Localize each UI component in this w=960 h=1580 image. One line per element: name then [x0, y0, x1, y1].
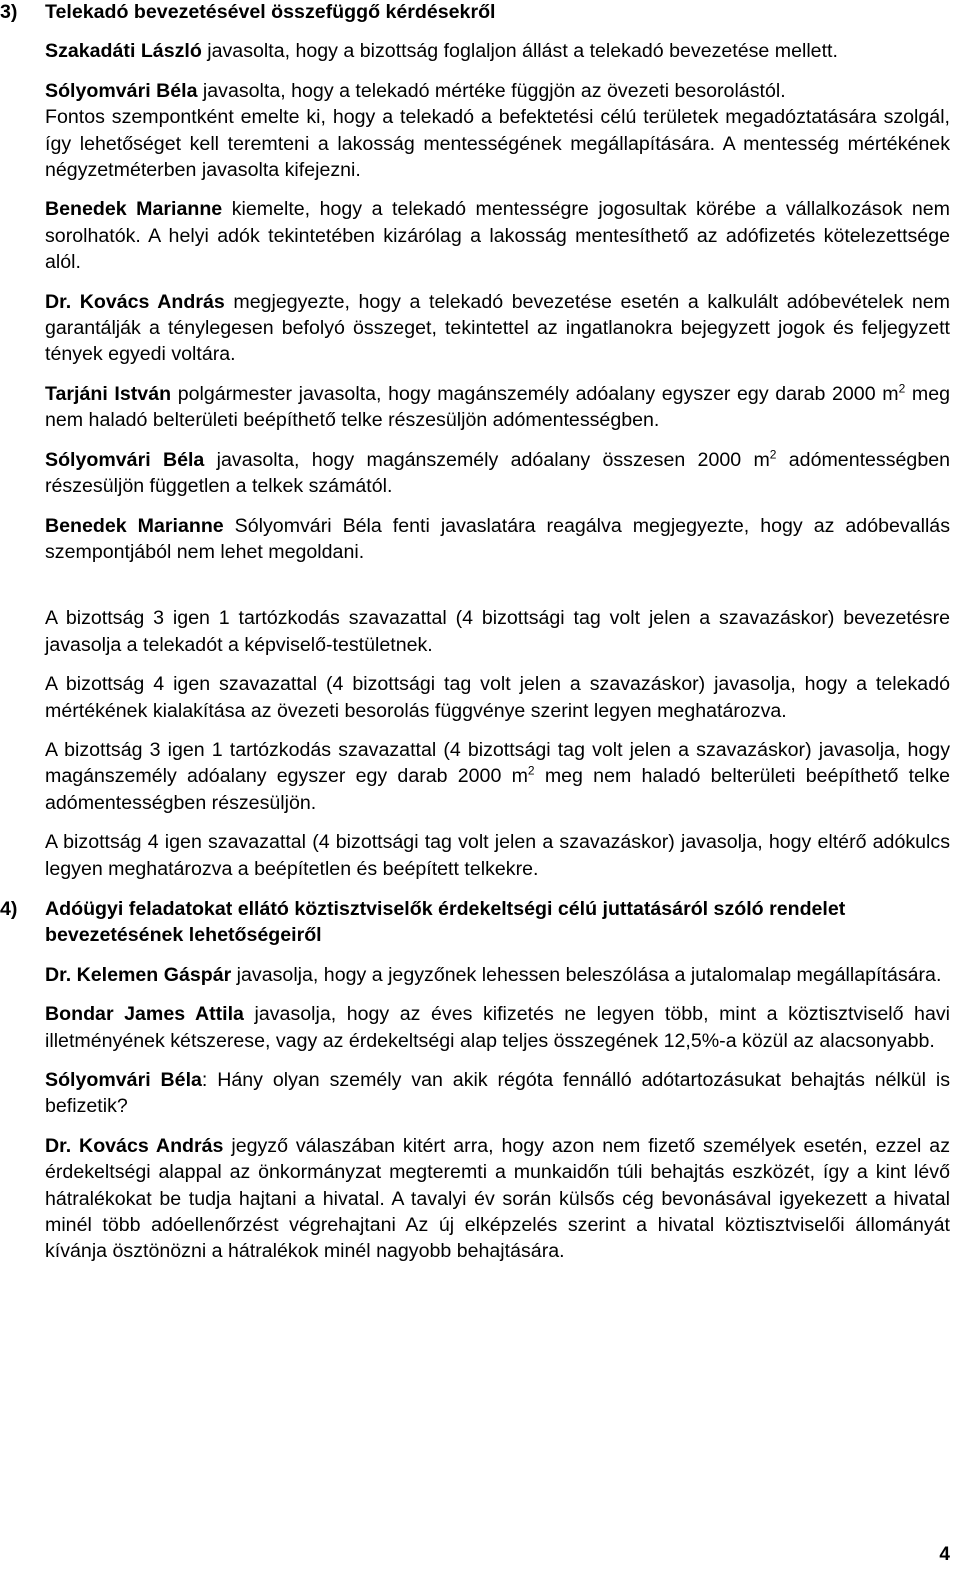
paragraph-text: A bizottság 3 igen 1 tartózkodás szavazattal (4 bizottsági tag volt jelen a szavazáskor) javasolja, hogy magánszemély adóalany egyszer egy darab 2000 m	[45, 738, 950, 788]
paragraph-text: javasolja, hogy a jegyzőnek lehessen beleszólása a jutalomalap megállapítására.	[231, 963, 942, 986]
paragraph-text: Sólyomvári Béla fenti javaslatára reagálva megjegyezte, hogy az adóbevallás szempontjából nem lehet megoldani.	[45, 514, 950, 563]
speaker-name: Dr. Kovács András	[45, 1134, 224, 1157]
speaker-name: Bondar James Attila	[45, 1003, 244, 1026]
section-title: Telekadó bevezetésével összefüggő kérdésekről	[45, 1, 496, 23]
decision-paragraph: A bizottság 4 igen szavazattal (4 bizottsági tag volt jelen a szavazáskor) javasolja, hogy a telekadó mértékének kialakítása az övezeti besorolás függvénye szerint legyen meghatározva.	[45, 673, 950, 722]
superscript: 2	[769, 447, 777, 462]
speaker-name: Benedek Marianne	[45, 198, 223, 221]
paragraph-text: javasolja, hogy az éves kifizetés ne legyen több, mint a köztisztviselő havi illetményének kétszerese, vagy az érdekeltségi alap teljes összegének 12,5%-a közül az alacsonyabb.	[45, 1003, 950, 1052]
superscript: 2	[527, 763, 535, 778]
superscript: 2	[898, 381, 906, 396]
paragraph-text: javasolta, hogy a bizottság foglaljon állást a telekadó bevezetése mellett.	[201, 40, 838, 63]
paragraph	[45, 447, 950, 500]
paragraph-text: polgármester javasolta, hogy magánszemély adóalany egyszer egy darab 2000 m	[171, 382, 899, 405]
section-title: Adóügyi feladatokat ellátó köztisztviselők érdekeltségi célú juttatásáról szóló rendelet bevezetésének lehetőségeiről	[45, 897, 846, 947]
section-number: 4)	[0, 897, 18, 920]
paragraph	[45, 78, 950, 104]
paragraph-text: jegyző válaszában kitért arra, hogy azon nem fizető személyek esetén, ezzel az érdekeltségi alappal az önkormányzat megteremti a munkaidőn túli behajtás eszközét, így a kint lévő hátralékokat be tudja hajtani a hivatal. A tavalyi év során külsős cég bevonásával igyekezett a hivatal minél több adóellenőrzést végrehajtani Az új elképzelés szerint a hivatal köztisztviselői állományát kívánja ösztönözni a hátralékok minél nagyobb behajtására.	[45, 1134, 950, 1263]
decision-paragraph: A bizottság 4 igen szavazattal (4 bizottsági tag volt jelen a szavazáskor) javasolja, hogy eltérő adókulcs legyen meghatározva a beépítetlen és beépített telkekre.	[45, 831, 950, 880]
speaker-name: Dr. Kovács András	[45, 290, 225, 313]
paragraph	[45, 381, 950, 434]
paragraph	[45, 289, 950, 368]
paragraph-text: meg nem haladó belterületi beépíthető telke részesüljön adómentességben.	[45, 382, 951, 432]
section-number: 3)	[0, 1, 18, 23]
page-number: 4	[939, 1543, 950, 1565]
paragraph-text: javasolta, hogy magánszemély adóalany összesen 2000 m	[204, 448, 770, 471]
paragraph	[45, 1067, 950, 1120]
speaker-name: Sólyomvári Béla	[45, 79, 198, 102]
paragraph	[45, 513, 950, 566]
speaker-name: Sólyomvári Béla	[45, 1069, 202, 1091]
paragraph	[45, 196, 950, 275]
paragraph	[45, 1001, 950, 1054]
speaker-name: Sólyomvári Béla	[45, 448, 205, 471]
paragraph-text: javasolta, hogy a telekadó mértéke függjön az övezeti besorolástól.	[197, 79, 786, 102]
decision-paragraph	[45, 737, 950, 816]
paragraph-text: kiemelte, hogy a telekadó mentességre jogosultak körébe a vállalkozások nem sorolhatók. A helyi adók tekintetében kizárólag a lakosság mentesíthető az adófizetés kötelezettsége alól.	[45, 198, 950, 274]
decision-paragraph: A bizottság 3 igen 1 tartózkodás szavazattal (4 bizottsági tag volt jelen a szavazáskor) bevezetésre javasolja a telekadót a képviselő-testületnek.	[45, 607, 950, 656]
section-4	[0, 896, 950, 1265]
paragraph	[45, 962, 950, 988]
paragraph-text: adómentességben részesüljön független a telkek számától.	[45, 448, 951, 498]
paragraph-text: : Hány olyan személy van akik régóta fennálló adótartozásukat behajtás nélkül is befizetik?	[45, 1069, 950, 1118]
speaker-name: Tarjáni István	[45, 382, 172, 405]
paragraph	[45, 38, 950, 64]
speaker-name: Dr. Kelemen Gáspár	[45, 963, 232, 986]
paragraph	[45, 1133, 950, 1265]
speaker-name: Szakadáti László	[45, 40, 202, 63]
paragraph-text: meg nem haladó belterületi beépíthető telke adómentességben részesüljön.	[45, 765, 950, 814]
paragraph: Fontos szempontként emelte ki, hogy a telekadó a befektetési célú területek megadóztatására szolgál, így lehetőséget kell teremteni a lakosság mentességének megállapítására. A mentesség mértékének négyzetméterben javasolta kifejezni.	[45, 106, 950, 182]
paragraph-text: megjegyezte, hogy a telekadó bevezetése esetén a kalkulált adóbevételek nem garantálják a ténylegesen befolyó összeget, tekintettel az ingatlanokra bejegyzett jogok és feljegyzett tények egyedi voltára.	[45, 290, 951, 366]
speaker-name: Benedek Marianne	[45, 514, 224, 537]
